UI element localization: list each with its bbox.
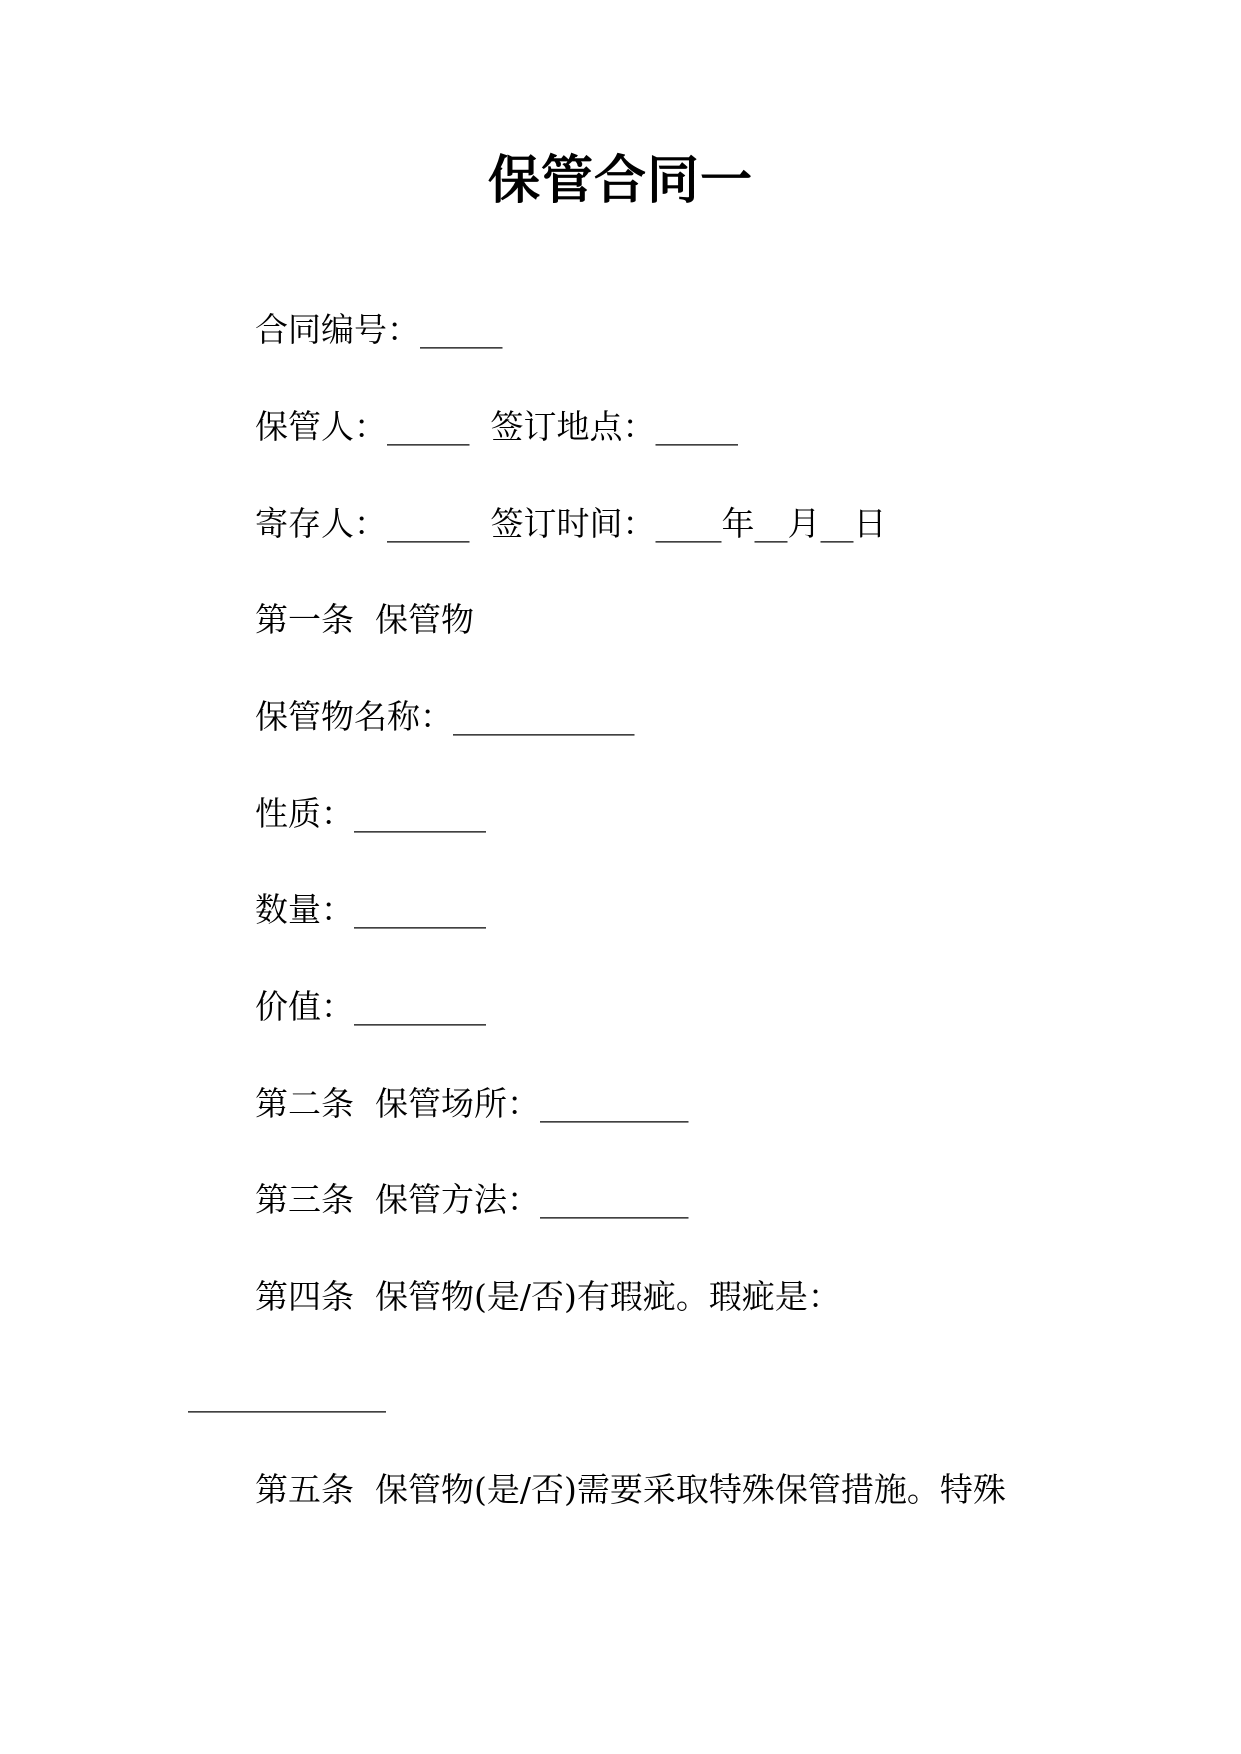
item-nature-line: 性质：________ bbox=[255, 794, 486, 833]
article-1-heading: 第一条 保管物 bbox=[255, 600, 474, 639]
article-5-line: 第五条 保管物(是/否)需要采取特殊保管措施。特殊 bbox=[255, 1470, 1006, 1509]
item-name-line: 保管物名称：___________ bbox=[255, 697, 635, 736]
document-title: 保管合同一 bbox=[487, 150, 753, 211]
custodian-and-signing-place-line: 保管人：_____ 签订地点：_____ bbox=[255, 407, 738, 446]
item-value-line: 价值：________ bbox=[255, 987, 486, 1026]
contract-number-line: 合同编号：_____ bbox=[255, 310, 503, 349]
article-4-line: 第四条 保管物(是/否)有瑕疵。瑕疵是： bbox=[255, 1277, 841, 1316]
article-2-line: 第二条 保管场所：_________ bbox=[255, 1084, 689, 1123]
defect-blank-line: ____________ bbox=[188, 1374, 386, 1413]
depositor-and-signing-date-line: 寄存人：_____ 签订时间：____年__月__日 bbox=[255, 504, 887, 543]
item-quantity-line: 数量：________ bbox=[255, 890, 486, 929]
article-3-line: 第三条 保管方法：_________ bbox=[255, 1180, 689, 1219]
